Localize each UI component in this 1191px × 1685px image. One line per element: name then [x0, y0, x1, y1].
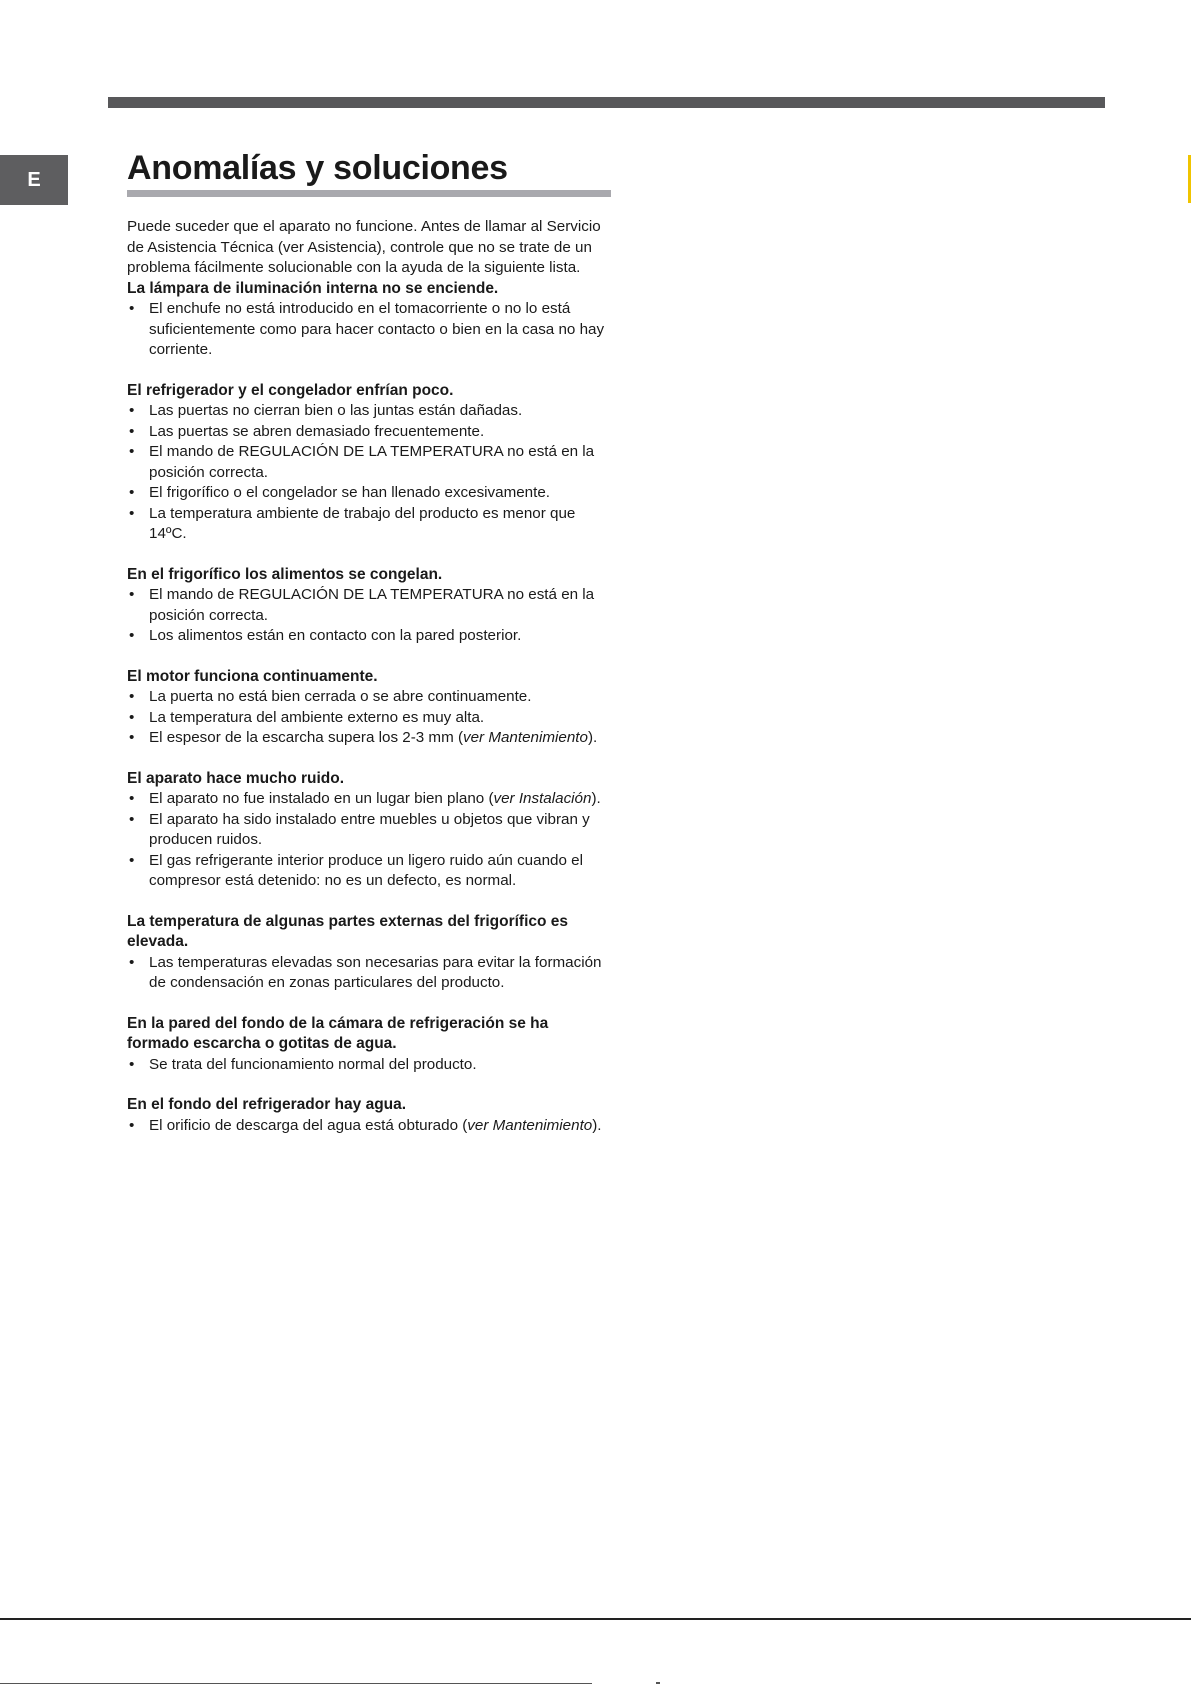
solution-text: Las puertas se abren demasiado frecuentemente.	[149, 422, 485, 440]
solution-text: El espesor de la escarcha supera los 2-3 mm (	[149, 729, 464, 746]
bullet-icon: •	[129, 688, 135, 705]
solution-item	[127, 789, 612, 810]
solution-item	[127, 728, 612, 749]
troubleshooting-content	[127, 148, 612, 1136]
solution-text: El gas refrigerante interior produce un ligero ruido aún cuando el compresor está detenido: no es un defecto, es normal.	[149, 851, 583, 889]
solution-item	[127, 708, 612, 729]
bullet-icon: •	[129, 422, 135, 440]
problem-heading: El aparato hace mucho ruido.	[127, 769, 345, 787]
bullet-icon: •	[129, 851, 135, 869]
solution-item	[127, 1055, 612, 1076]
bullet-icon: •	[129, 504, 135, 522]
solution-text: El aparato no fue instalado en un lugar bien plano (	[149, 790, 494, 807]
cross-reference: ver Instalación	[493, 790, 592, 807]
solution-item	[127, 851, 612, 892]
solution-item	[127, 810, 612, 851]
cross-reference: ver Mantenimiento	[467, 1116, 593, 1134]
solution-text: Se trata del funcionamiento normal del producto.	[149, 1055, 477, 1073]
solution-text-end: ).	[591, 790, 601, 807]
bullet-icon: •	[129, 443, 135, 460]
problem-section	[127, 667, 612, 749]
bullet-icon: •	[129, 729, 135, 746]
problem-heading: El refrigerador y el congelador enfrían poco.	[127, 381, 454, 399]
solution-text: Los alimentos están en contacto con la pared posterior.	[149, 627, 522, 644]
solution-text: El orificio de descarga del agua está obturado (	[149, 1116, 468, 1134]
solution-text: El aparato ha sido instalado entre muebles u objetos que vibran y producen ruidos.	[149, 810, 590, 848]
problem-section	[127, 1014, 612, 1076]
language-tab-label: E	[27, 168, 41, 191]
solution-item	[127, 626, 612, 647]
bullet-icon: •	[129, 484, 135, 501]
problem-heading: En el fondo del refrigerador hay agua.	[127, 1096, 407, 1113]
problem-section	[127, 381, 612, 545]
solution-text: La puerta no está bien cerrada o se abre continuamente.	[149, 688, 532, 705]
header-rule	[108, 97, 1105, 108]
solution-list	[127, 953, 612, 994]
solution-list	[127, 687, 612, 749]
solution-text: Las temperaturas elevadas son necesarias para evitar la formación de condensación en zonas particulares del producto.	[149, 953, 602, 991]
bullet-icon: •	[129, 402, 135, 419]
solution-text-end: ).	[587, 729, 598, 746]
bullet-icon: •	[129, 1116, 135, 1134]
bullet-icon: •	[129, 300, 135, 317]
solution-list	[127, 401, 612, 545]
solution-item	[127, 504, 612, 545]
problem-heading: En el frigorífico los alimentos se congelan.	[127, 565, 443, 583]
intro-paragraph: Puede suceder que el aparato no funcione. Antes de llamar al Servicio de Asistencia Técnica (ver Asistencia), controle que no se trate de un problema fácilmente solucionable con la ayuda de la siguiente lista.	[127, 218, 601, 276]
solution-item	[127, 953, 612, 994]
problem-sections	[127, 279, 612, 1137]
solution-list	[127, 789, 612, 892]
solution-text: El enchufe no está introducido en el tomacorriente o no lo está suficientemente como para hacer contacto o bien en la casa no hay corriente.	[149, 300, 605, 358]
footer-mark	[656, 1682, 660, 1684]
title-underline	[127, 190, 611, 197]
solution-text: El mando de REGULACIÓN DE LA TEMPERATURA no está en la posición correcta.	[149, 443, 595, 481]
bullet-icon: •	[129, 708, 135, 726]
problem-section	[127, 565, 612, 647]
solution-text: El frigorífico o el congelador se han llenado excesivamente.	[149, 484, 551, 501]
solution-list	[127, 1116, 612, 1137]
solution-item	[127, 585, 612, 626]
bottom-rule	[0, 1618, 1191, 1620]
problem-section	[127, 1095, 612, 1136]
cross-reference: ver Mantenimiento	[463, 729, 588, 746]
problem-heading: En la pared del fondo de la cámara de refrigeración se ha formado escarcha o gotitas de agua.	[127, 1014, 549, 1052]
solution-text: Las puertas no cierran bien o las juntas están dañadas.	[149, 402, 523, 419]
solution-text-end: ).	[592, 1116, 602, 1134]
solution-list	[127, 585, 612, 647]
solution-item	[127, 299, 612, 361]
problem-heading: La lámpara de iluminación interna no se enciende.	[127, 279, 499, 297]
solution-list	[127, 299, 612, 361]
bullet-icon: •	[129, 1055, 135, 1073]
solution-text: La temperatura del ambiente externo es muy alta.	[149, 708, 485, 726]
problem-section	[127, 912, 612, 994]
solution-item	[127, 483, 612, 504]
problem-section	[127, 279, 612, 361]
problem-heading: La temperatura de algunas partes externas del frigorífico es elevada.	[127, 912, 569, 950]
bullet-icon: •	[129, 627, 135, 644]
footer-rule	[0, 1683, 592, 1684]
solution-item	[127, 422, 612, 443]
solution-text: El mando de REGULACIÓN DE LA TEMPERATURA no está en la posición correcta.	[149, 586, 595, 624]
solution-item	[127, 442, 612, 483]
problem-section	[127, 769, 612, 892]
bullet-icon: •	[129, 586, 135, 603]
bullet-icon: •	[129, 953, 135, 971]
solution-item	[127, 687, 612, 708]
solution-item	[127, 401, 612, 422]
solution-item	[127, 1116, 612, 1137]
solution-text: La temperatura ambiente de trabajo del producto es menor que 14ºC.	[149, 504, 576, 542]
language-tab	[0, 155, 68, 205]
bullet-icon: •	[129, 790, 135, 807]
problem-heading: El motor funciona continuamente.	[127, 667, 378, 685]
bullet-icon: •	[129, 810, 135, 828]
solution-list	[127, 1055, 612, 1076]
page-title: Anomalías y soluciones	[127, 149, 508, 187]
